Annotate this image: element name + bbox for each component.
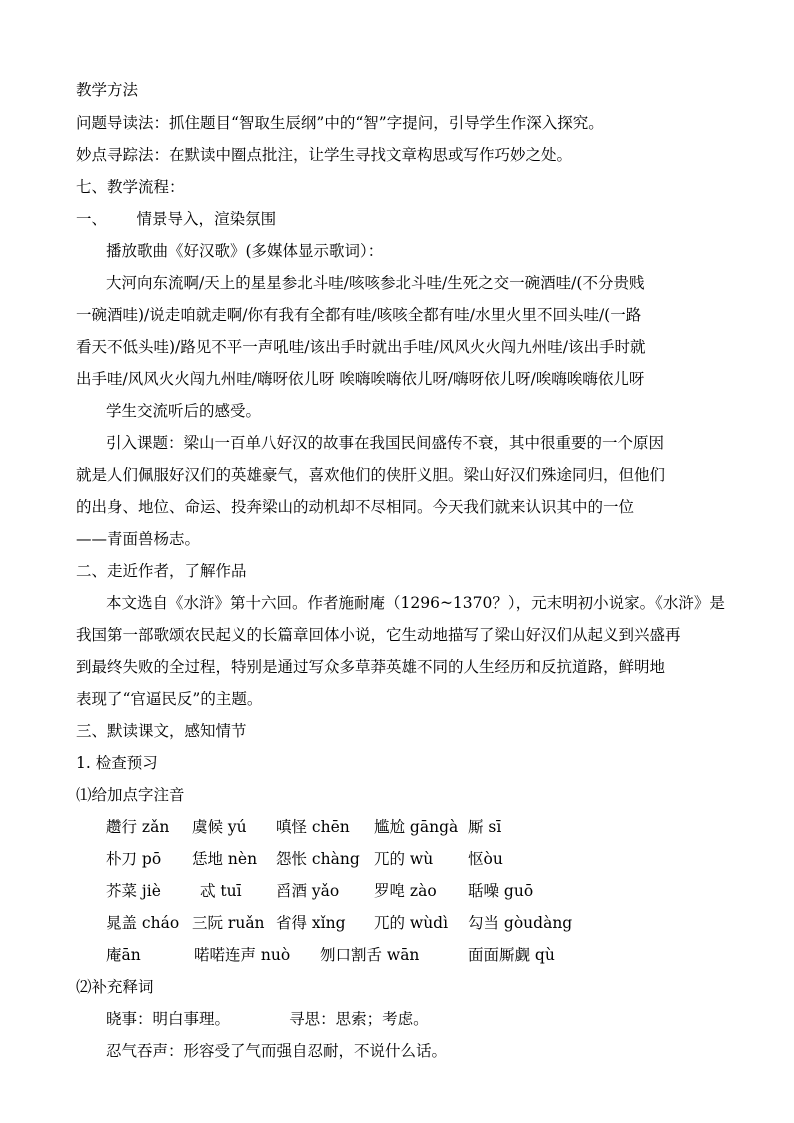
vocab-item: 嗔怪 chēn — [276, 818, 350, 836]
subsection-heading: 二、走近作者，了解作品 — [76, 562, 247, 580]
vocab-item: 庵ān — [106, 946, 141, 964]
vocab-item: 趱行 zǎn — [106, 818, 170, 836]
definition-line: 忍气吞声：形容受了气而强自忍耐，不说什么话。 — [106, 1042, 448, 1060]
vocab-item: 聒噪 guō — [468, 882, 534, 900]
paragraph-line: 的出身、地位、命运、投奔梁山的动机却不尽相同。今天我们就来认识其中的一位 — [76, 498, 635, 516]
numbered-subheading: ⑴给加点字注音 — [76, 786, 185, 804]
vocab-item: 舀酒 yǎo — [276, 882, 340, 900]
vocab-item: 罗唣 zào — [374, 882, 437, 900]
vocab-item: 朴刀 pō — [106, 850, 162, 868]
vocab-item: 忒 tuī — [200, 882, 242, 900]
paragraph-line: 我国第一部歌颂农民起义的长篇章回体小说，它生动地描写了梁山好汉们从起义到兴盛再 — [76, 626, 681, 644]
subsection-heading: 一、 情景导入，渲染氛围 — [76, 210, 277, 228]
lyrics-line: 看天不低头哇)/路见不平一声吼哇/该出手时就出手哇/风风火火闯九州哇/该出手时就 — [76, 338, 646, 356]
vocab-item: 省得 xǐng — [276, 914, 346, 932]
paragraph-line: 到最终失败的全过程，特别是通过写众多草莽英雄不同的人生经历和反抗道路，鲜明地 — [76, 658, 666, 676]
vocab-item: 兀的 wùdì — [374, 914, 449, 932]
section-heading-process: 七、教学流程： — [76, 178, 185, 196]
paragraph-line: 就是人们佩服好汉们的英雄豪气，喜欢他们的侠肝义胆。梁山好汉们殊途同归，但他们 — [76, 466, 666, 484]
lyrics-line: 大河向东流啊/天上的星星参北斗哇/咳咳参北斗哇/生死之交一碗酒哇/(不分贵贱 — [106, 274, 645, 292]
method-paragraph: 问题导读法：抓住题目“智取生辰纲”中的“智”字提问，引导学生作深入探究。 — [76, 114, 604, 132]
vocab-item: 虞候 yú — [192, 818, 247, 836]
vocab-item: 恁地 nèn — [192, 850, 258, 868]
definition-line: 晓事：明白事理。 寻思：思索；考虑。 — [106, 1010, 429, 1028]
vocab-item: 勾当 gòudàng — [468, 914, 573, 932]
method-paragraph: 妙点寻踪法：在默读中圈点批注，让学生寻找文章构思或写作巧妙之处。 — [76, 146, 573, 164]
section-heading-methods: 教学方法 — [76, 81, 139, 99]
vocab-item: 兀的 wù — [374, 850, 434, 868]
vocab-item: 怄òu — [468, 850, 503, 868]
vocab-item: 怨怅 chàng — [276, 850, 360, 868]
subsection-heading: 三、默读课文，感知情节 — [76, 722, 247, 740]
vocab-item: 喏喏连声 nuò — [194, 946, 291, 964]
lyrics-line: 出手哇/风风火火闯九州哇/嗨呀依儿呀 唉嗨唉嗨依儿呀/嗨呀依儿呀/唉嗨唉嗨依儿呀 — [76, 370, 645, 388]
text-line: 播放歌曲《好汉歌》(多媒体显示歌词）： — [106, 242, 384, 260]
paragraph-line: ——青面兽杨志。 — [76, 530, 201, 548]
vocab-item: 面面厮觑 qù — [468, 946, 555, 964]
vocab-item: 晁盖 cháo — [106, 914, 180, 932]
vocab-item: 厮 sī — [468, 818, 502, 836]
vocab-item: 三阮 ruǎn — [192, 914, 265, 932]
numbered-subheading: ⑵补充释词 — [76, 978, 154, 996]
vocab-item: 尴尬 gāngà — [374, 818, 459, 836]
vocab-item: 芥菜 jiè — [106, 882, 161, 900]
numbered-heading: 1. 检查预习 — [76, 754, 158, 772]
paragraph-line: 本文选自《水浒》第十六回。作者施耐庵（1296~1370？），元末明初小说家。《水浒》是 — [106, 594, 725, 612]
vocab-item: 刎口割舌 wān — [320, 946, 420, 964]
lyrics-line: 一碗酒哇)/说走咱就走啊/你有我有全都有哇/咳咳全都有哇/水里火里不回头哇/(一路 — [76, 306, 642, 324]
paragraph-line: 表现了“官逼民反”的主题。 — [76, 690, 263, 708]
text-line: 学生交流听后的感受。 — [106, 402, 262, 420]
paragraph-line: 引入课题：梁山一百单八好汉的故事在我国民间盛传不衰，其中很重要的一个原因 — [106, 434, 665, 452]
